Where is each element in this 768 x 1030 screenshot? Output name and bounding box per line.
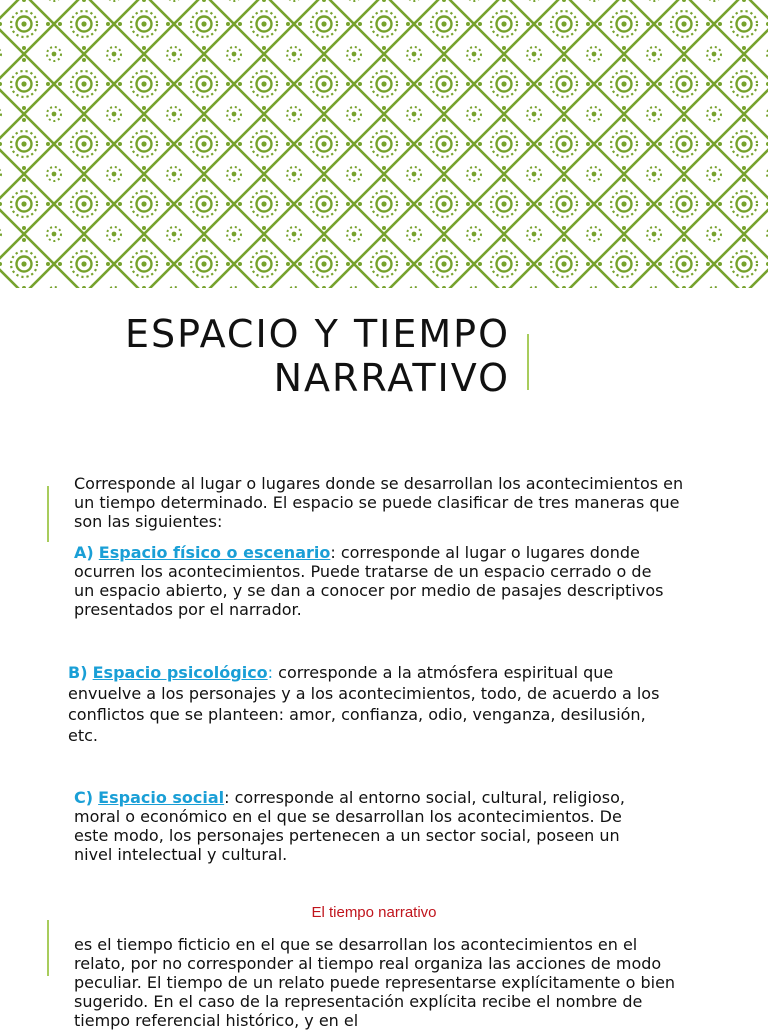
decorative-pattern-banner [0,0,768,288]
slide-title-line-2: NARRATIVO [273,356,510,400]
item-a-text: : corresponde al lugar o lugares donde ocurren los acontecimientos. Puede tratarse de un espacio cerrado o de un espacio abierto, y se dan a conocer por medio de pasajes descriptivos presentados por el narrador. [74,543,664,619]
intro-accent-bar [47,486,49,542]
item-a-term-link[interactable]: Espacio físico o escenario [98,543,331,562]
intro-paragraph: Corresponde al lugar o lugares donde se desarrollan los acontecimientos en un tiempo determinado. El espacio se puede clasificar de tres maneras que son las siguientes: [74,474,684,531]
item-c-letter: C) [74,788,94,807]
item-c-text: : corresponde al entorno social, cultural, religioso, moral o económico en el que se desarrollan los acontecimientos. De este modo, los personajes pertenecen a un sector social, poseen un nivel intelectual y cultural. [74,788,625,864]
slide-title-line-1: ESPACIO Y TIEMPO [124,312,510,356]
tiempo-heading: El tiempo narrativo [311,904,437,921]
item-a-letter: A) [74,543,94,562]
tiempo-paragraph: es el tiempo ficticio en el que se desarrollan los acontecimientos en el relato, por no corresponder al tiempo real organiza las acciones de modo peculiar. El tiempo de un relato puede representarse explícitamente o bien sugerido. En el caso de la representación explícita recibe el nombre de tiempo referencial histórico, y en el [74,935,676,1030]
tiempo-accent-bar [47,920,49,976]
item-a-paragraph [74,543,664,619]
item-b-term-link[interactable]: Espacio psicológico [92,663,268,682]
item-b-text: corresponde a la atmósfera espiritual que envuelve a los personajes y a los acontecimientos, todo, de acuerdo a los conflictos que se planteen: amor, confianza, odio, venganza, desilusión, etc. [68,663,660,745]
item-c-paragraph [74,788,634,864]
item-b-paragraph [68,662,678,746]
item-b-letter: B) [68,663,88,682]
slide-title [125,312,510,400]
title-accent-bar [527,334,529,390]
item-c-term-link[interactable]: Espacio social [98,788,225,807]
item-b-colon: : [267,663,274,682]
